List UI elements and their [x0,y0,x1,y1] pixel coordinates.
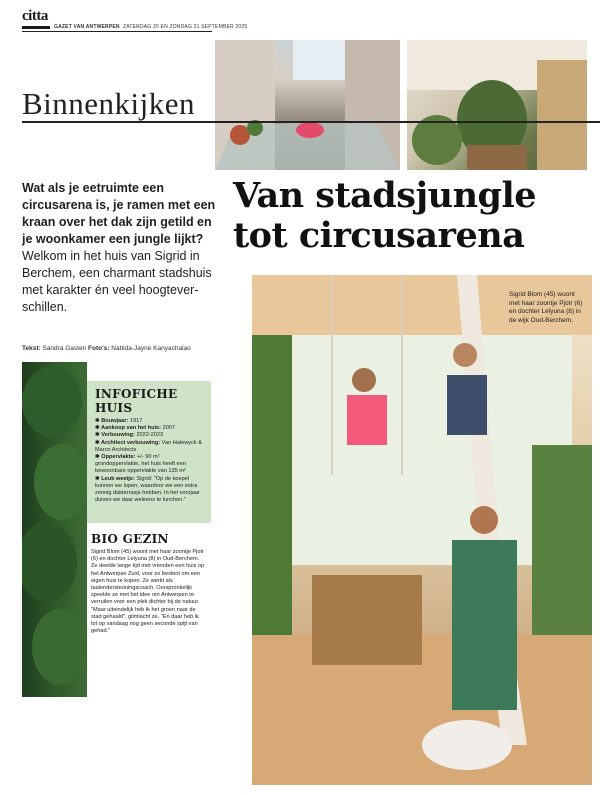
infofiche-item: ✱ Architect verbouwing: Van Halewyck & Marco Architects [95,439,202,453]
infofiche-value: +/- 90 m² grondoppervlakte, het huis heeft een bewoonbare oppervlakte van 135 m² [95,454,186,475]
credit-photo-label: Foto's: [88,345,110,352]
infofiche-label: Architect verbouwing: [101,439,161,446]
infofiche-value: 2007 [162,425,176,432]
infofiche-value: 1917 [129,418,143,424]
bio-title: BIO GEZIN [91,532,169,546]
photo-main-family-aerial-silks [252,275,592,785]
infofiche-label: Verbouwing: [101,432,135,439]
section-title: Binnenkijken [22,86,196,121]
credit-text-label: Tekst: [22,345,41,352]
infofiche-item: ✱ Verbouwing: 2022-2023 [95,432,164,439]
photo-living-room-plants [407,40,587,170]
logo-underline [22,26,50,29]
header-rule [22,31,212,32]
photo-monstera-plant [22,362,87,697]
infofiche-label: Oppervlakte: [101,454,136,461]
intro-paragraph [22,180,217,316]
publication-logo: citta [22,8,48,24]
article-credits [22,345,191,352]
credit-text-author: Sandra Gasten [42,345,87,352]
infofiche-value: 2022-2023 [136,432,164,439]
article-headline [233,176,583,256]
publication-meta [54,24,247,30]
photo-rooftop-courtyard [215,40,400,170]
headline-line-1: Van stadsjungle [233,175,537,216]
infofiche-value: Van Halewyck & Marco Architects [95,439,202,453]
infofiche-item: ✱ Aankoop van het huis: 2007 [95,425,176,432]
infofiche-label: Leuk weetje: [101,475,135,482]
publication-date: ZATERDAG 20 EN ZONDAG 21 SEPTEMBER 2025 [122,24,248,30]
section-rule [22,121,600,123]
bio-box [87,526,211,670]
credit-photo-author: Nattida-Jayne Kanyachalao [111,345,191,352]
infofiche-list [95,418,205,504]
headline-line-2: tot circusarena [233,215,525,256]
infofiche-label: Bouwjaar: [101,418,129,424]
photo-caption: Sigrid Blom (45) woont met haar zoontje Pjotr (6) en dochter Lelyuna (8) in de wijk Oud-Berchem. [509,291,583,324]
infofiche-item: ✱ Leuk weetje: Sigrid: "Op de koepel kunnen we lopen, waardoor we een extra zonnig dakterrasje hebben. In het voorjaar duiven we daar weleens te lunchen." [95,475,200,504]
infofiche-box [87,381,211,523]
infofiche-item: ✱ Bouwjaar: 1917 [95,418,143,424]
intro-regular: Welkom in het huis van Sigrid in Berchem, een charmant stadshuis met karakter én veel hoogtever-schillen. [22,249,212,314]
infofiche-value: Sigrid: "Op de koepel kunnen we lopen, waardoor we een extra zonnig dakterrasje hebben. In het voorjaar duiven we daar weleens te lunchen." [95,475,200,504]
publication-name: GAZET VAN ANTWERPEN [54,24,120,30]
bio-text: Sigrid Blom (45) woont met haar zoontje Pjotr (6) en dochter Lelyuna (8) in Oud-Berchem. Ze deelde lange tijd met vrienden een huis op het Antwerpse Zuid, voor ze besloot om een eigen huis te kopen. Ze werkt als taalondersteuningscoach. Oorspronkelijk speelde ze met het idee om Antwerpen te verruilen voor een plek dichter bij de natuur. "Maar uiteindelijk heb ik het groen naar de stad gehaald", glimlacht ze. "En daar heb ik tot op vandaag nog geen seconde spijt van gehad." [91,549,205,635]
infofiche-item: ✱ Oppervlakte: +/- 90 m² grondoppervlakte, het huis heeft een bewoonbare oppervlakte van 135 m² [95,454,186,475]
infofiche-label: Aankoop van het huis: [101,425,162,432]
intro-bold: Wat als je eetruimte een circusarena is, je ramen met een kraan over het dak zijn getild en je woonkamer een jungle lijkt? [22,181,216,246]
infofiche-title: INFOFICHE HUIS [95,387,178,415]
